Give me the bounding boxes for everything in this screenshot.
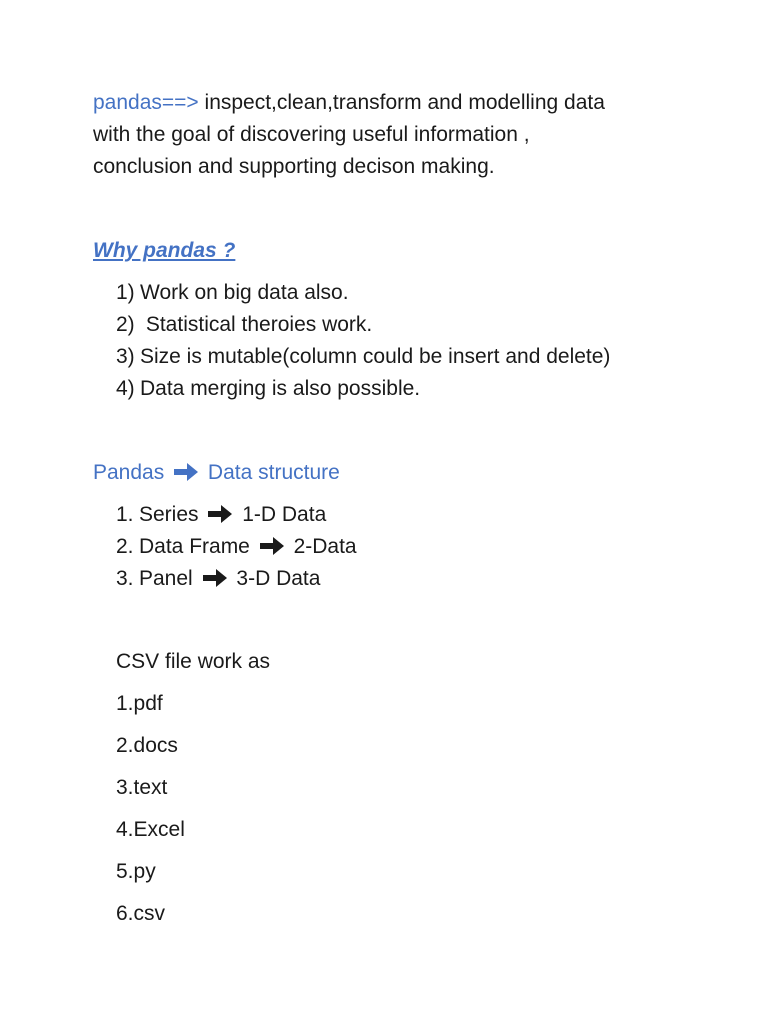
list-number: 2) xyxy=(116,313,135,336)
structure-value: 2-Data xyxy=(293,535,357,558)
why-pandas-heading: Why pandas ? xyxy=(93,239,236,262)
list-text: Data merging is also possible. xyxy=(140,377,421,400)
structure-list-item xyxy=(116,531,357,566)
intro-keyword: pandas==> xyxy=(93,91,199,114)
why-list-item xyxy=(116,309,372,341)
intro-line-3: conclusion and supporting decison making. xyxy=(93,155,495,178)
why-list-item xyxy=(116,277,349,309)
intro-line-2: with the goal of discovering useful information , xyxy=(93,123,530,146)
list-number: 3) xyxy=(116,345,135,368)
csv-list-item: 4.Excel xyxy=(116,818,185,841)
why-list-item xyxy=(116,373,420,405)
list-text: Work on big data also. xyxy=(140,281,349,304)
list-text: Statistical theroies work. xyxy=(140,313,373,336)
structure-list-item xyxy=(116,499,326,534)
list-number: 3. xyxy=(116,567,134,590)
csv-list-item: 3.text xyxy=(116,776,168,799)
structure-list-item xyxy=(116,563,320,598)
intro-line-1 xyxy=(93,87,605,119)
intro-line-1-text: inspect,clean,transform and modelling data xyxy=(198,91,605,114)
structure-name: Data Frame xyxy=(139,535,250,558)
list-number: 1) xyxy=(116,281,135,304)
csv-list-item: 1.pdf xyxy=(116,692,163,715)
right-arrow-icon xyxy=(260,534,284,566)
list-number: 4) xyxy=(116,377,135,400)
csv-list-item: 5.py xyxy=(116,860,156,883)
structure-heading xyxy=(93,457,340,492)
csv-heading: CSV file work as xyxy=(116,650,271,673)
structure-heading-left: Pandas xyxy=(93,461,165,484)
structure-value: 3-D Data xyxy=(236,567,321,590)
csv-list-item: 6.csv xyxy=(116,902,166,925)
csv-list-item: 2.docs xyxy=(116,734,178,757)
structure-name: Series xyxy=(139,503,199,526)
list-text: Size is mutable(column could be insert and delete) xyxy=(140,345,611,368)
list-number: 2. xyxy=(116,535,134,558)
right-arrow-icon xyxy=(174,460,198,492)
structure-value: 1-D Data xyxy=(242,503,327,526)
right-arrow-icon xyxy=(208,502,232,534)
structure-heading-right: Data structure xyxy=(207,461,340,484)
right-arrow-icon xyxy=(203,566,227,598)
list-number: 1. xyxy=(116,503,134,526)
structure-name: Panel xyxy=(139,567,199,590)
why-list-item xyxy=(116,341,610,373)
